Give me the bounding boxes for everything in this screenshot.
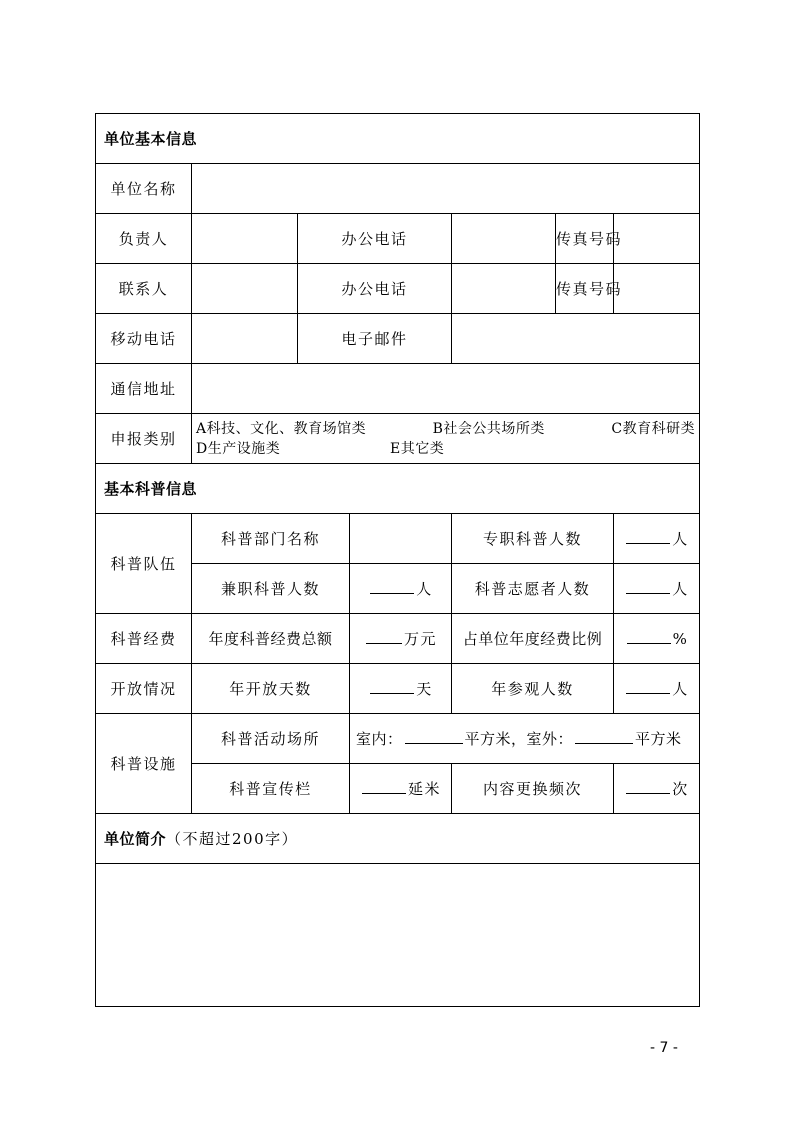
field-volunteer-count[interactable] <box>614 564 700 614</box>
label-unit-name: 单位名称 <box>96 164 192 214</box>
label-funding: 科普经费 <box>96 614 192 664</box>
page-number: - 7 - <box>650 1040 678 1056</box>
label-fulltime-count: 专职科普人数 <box>452 514 614 564</box>
field-unit-name[interactable] <box>192 164 700 214</box>
field-fax-number[interactable] <box>614 214 700 264</box>
field-contact-fax[interactable] <box>614 264 700 314</box>
section-basic-info: 单位基本信息 <box>96 114 700 164</box>
blank-update-freq[interactable] <box>626 779 670 794</box>
unit-person: 人 <box>672 580 689 598</box>
unit-person: 人 <box>416 580 433 598</box>
label-category: 申报类别 <box>96 414 192 464</box>
field-intro[interactable] <box>96 864 700 1007</box>
label-dept-name: 科普部门名称 <box>192 514 350 564</box>
label-opening: 开放情况 <box>96 664 192 714</box>
field-dept-name[interactable] <box>350 514 452 564</box>
blank-volunteer[interactable] <box>626 579 670 594</box>
label-visitors: 年参观人数 <box>452 664 614 714</box>
field-annual-total[interactable] <box>350 614 452 664</box>
field-contact-office-phone[interactable] <box>452 264 556 314</box>
label-budget-ratio: 占单位年度经费比例 <box>452 614 614 664</box>
blank-budget-ratio[interactable] <box>627 629 671 644</box>
label-team: 科普队伍 <box>96 514 192 614</box>
field-parttime-count[interactable] <box>350 564 452 614</box>
category-line-1 <box>196 419 695 439</box>
category-line-2 <box>196 439 695 459</box>
blank-visitors[interactable] <box>626 679 670 694</box>
unit-times: 次 <box>672 780 689 798</box>
label-update-freq: 内容更换频次 <box>452 764 614 814</box>
blank-outdoor[interactable] <box>575 729 633 744</box>
field-visitors[interactable] <box>614 664 700 714</box>
unit-day: 天 <box>416 680 433 698</box>
unit-wanyuan: 万元 <box>403 630 437 648</box>
intro-note: （不超过200字） <box>166 830 299 848</box>
label-bulletin: 科普宣传栏 <box>192 764 350 814</box>
unit-sqm: 平方米 <box>635 730 682 748</box>
section-science-info: 基本科普信息 <box>96 464 700 514</box>
unit-meter: 延米 <box>407 780 441 798</box>
label-email: 电子邮件 <box>298 314 452 364</box>
field-bulletin[interactable] <box>350 764 452 814</box>
outdoor-label: 平方米，室外： <box>464 730 574 748</box>
intro-title: 单位简介 <box>104 830 167 848</box>
field-activity-venue[interactable] <box>350 714 700 764</box>
category-option-e[interactable]: E其它类 <box>390 440 445 457</box>
field-open-days[interactable] <box>350 664 452 714</box>
category-option-a[interactable]: A科技、文化、教育场馆类 <box>196 420 367 437</box>
label-annual-total: 年度科普经费总额 <box>192 614 350 664</box>
category-option-c[interactable]: C教育科研类 <box>611 420 696 437</box>
unit-percent: % <box>672 630 689 648</box>
section-intro <box>96 814 700 864</box>
blank-fulltime[interactable] <box>626 529 670 544</box>
field-person-in-charge[interactable] <box>192 214 298 264</box>
blank-indoor[interactable] <box>405 729 463 744</box>
field-email[interactable] <box>452 314 700 364</box>
label-open-days: 年开放天数 <box>192 664 350 714</box>
label-activity-venue: 科普活动场所 <box>192 714 350 764</box>
field-fulltime-count[interactable] <box>614 514 700 564</box>
label-mobile-phone: 移动电话 <box>96 314 192 364</box>
indoor-label: 室内： <box>356 730 403 748</box>
label-volunteer-count: 科普志愿者人数 <box>452 564 614 614</box>
label-facilities: 科普设施 <box>96 714 192 814</box>
field-contact-person[interactable] <box>192 264 298 314</box>
category-option-d[interactable]: D生产设施类 <box>196 440 281 457</box>
field-mobile-phone[interactable] <box>192 314 298 364</box>
label-office-phone: 办公电话 <box>298 214 452 264</box>
blank-bulletin[interactable] <box>362 779 406 794</box>
category-options[interactable] <box>192 414 700 464</box>
label-contact-office-phone: 办公电话 <box>298 264 452 314</box>
field-update-freq[interactable] <box>614 764 700 814</box>
label-fax-number: 传真号码 <box>556 214 614 264</box>
blank-open-days[interactable] <box>370 679 414 694</box>
unit-person: 人 <box>672 530 689 548</box>
blank-parttime[interactable] <box>370 579 414 594</box>
unit-person: 人 <box>672 680 689 698</box>
label-contact-fax: 传真号码 <box>556 264 614 314</box>
label-parttime-count: 兼职科普人数 <box>192 564 350 614</box>
label-address: 通信地址 <box>96 364 192 414</box>
field-address[interactable] <box>192 364 700 414</box>
label-person-in-charge: 负责人 <box>96 214 192 264</box>
field-office-phone[interactable] <box>452 214 556 264</box>
category-option-b[interactable]: B社会公共场所类 <box>432 420 545 437</box>
field-budget-ratio[interactable] <box>614 614 700 664</box>
blank-annual-total[interactable] <box>366 629 402 644</box>
label-contact-person: 联系人 <box>96 264 192 314</box>
application-form-table <box>95 113 700 1007</box>
